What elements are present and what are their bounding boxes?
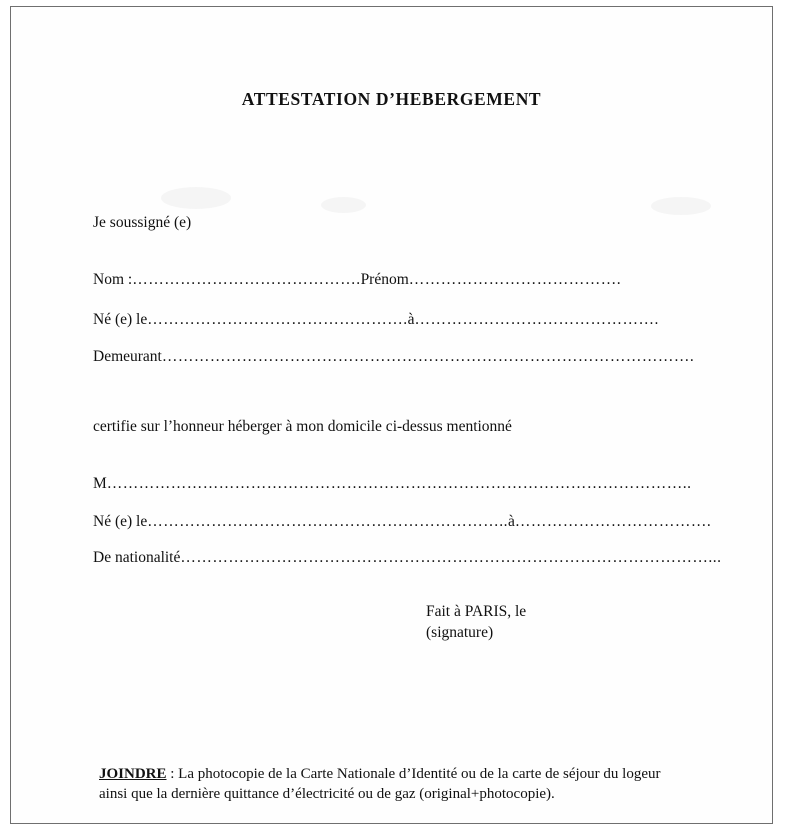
demeurant-input-dots[interactable]: ………………………………………………………………………………………. [161, 348, 695, 365]
fait-a-line[interactable]: Fait à PARIS, le [426, 603, 527, 620]
scan-artifact [321, 197, 366, 213]
nationalite-input-dots[interactable]: ………………………………………………………………………………………... [180, 549, 722, 566]
signature-line[interactable]: (signature) [426, 623, 494, 641]
field-naissance-declarant [93, 311, 659, 330]
page-title: ATTESTATION D’HEBERGEMENT [241, 89, 542, 109]
signature-block [426, 602, 526, 644]
field-heberge-nom [93, 475, 692, 494]
prenom-label: Prénom [360, 271, 409, 288]
heberge-a-input-dots[interactable]: ………………………………. [514, 513, 712, 530]
declarant-intro: Je soussigné (e) [93, 214, 192, 231]
ne-le-input-dots[interactable]: …………………………………………. [147, 311, 408, 328]
certification-statement: certifie sur l’honneur héberger à mon domicile ci-dessus mentionné [93, 418, 512, 435]
field-naissance-heberge [93, 513, 711, 532]
document-body [11, 7, 772, 823]
field-nom-prenom [93, 271, 621, 290]
joindre-label: JOINDRE [99, 766, 167, 782]
heberge-ne-le-input-dots[interactable]: ………………………………………………………….. [147, 513, 508, 530]
footer-line-2: ainsi que la dernière quittance d’électricité ou de gaz (original+photocopie). [99, 786, 555, 803]
a-input-dots[interactable]: ………………………………………. [414, 311, 659, 328]
nom-input-dots[interactable]: ……………………………………. [132, 271, 361, 288]
field-nationalite [93, 549, 722, 568]
footer-note [99, 764, 739, 805]
prenom-input-dots[interactable]: …………………………………. [408, 271, 622, 288]
a-label: à [407, 311, 415, 328]
footer-line-1: : La photocopie de la Carte Nationale d’Identité ou de la carte de séjour du logeur [166, 766, 661, 782]
m-input-dots[interactable]: ……………………………………………………………………………………………….. [106, 475, 692, 492]
demeurant-label: Demeurant [93, 348, 162, 365]
m-label: M [93, 475, 107, 492]
field-demeurant [93, 348, 694, 367]
heberge-a-label: à [507, 513, 515, 530]
scan-artifact [161, 187, 231, 209]
heberge-ne-le-label: Né (e) le [93, 513, 148, 530]
nom-label: Nom : [93, 271, 133, 288]
ne-le-label: Né (e) le [93, 311, 148, 328]
document-page [10, 6, 773, 824]
scan-artifact [651, 197, 711, 215]
nationalite-label: De nationalité [93, 549, 181, 566]
